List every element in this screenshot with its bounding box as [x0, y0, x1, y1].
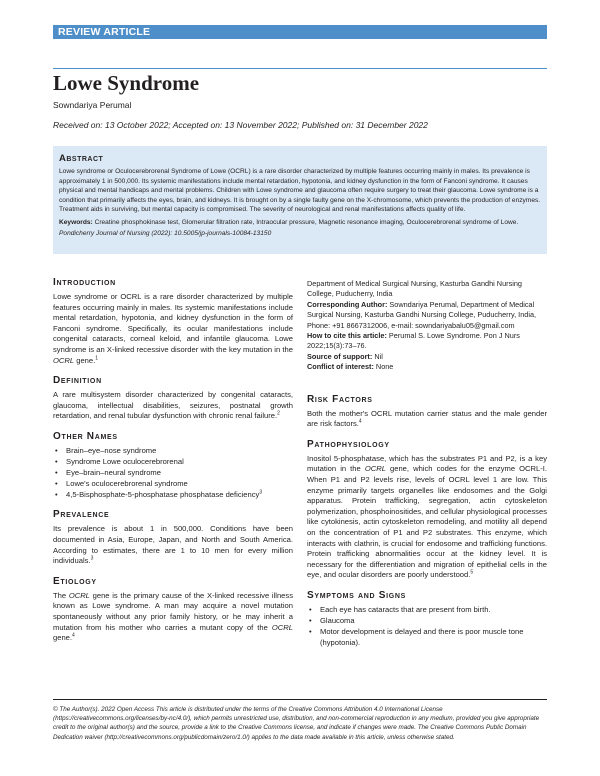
article-dates: Received on: 13 October 2022; Accepted on: 13 November 2022; Published on: 31 December 2022 — [53, 120, 428, 130]
section-heading-prevalence: Prevalence — [53, 509, 110, 521]
abstract-citation: Pondicherry Journal of Nursing (2022): 10.5005/jp-journals-10084-13150 — [59, 230, 272, 237]
other-names-list — [53, 446, 293, 501]
prevalence-text: Its prevalence is about 1 in 500,000. Conditions have been documented in Asia, Europe, Japan, and North and South America. According to estimates, there are 1 to 10 men for every million individuals.$^3$ — [53, 524, 293, 566]
abstract-keywords: Keywords: Creatine phosphokinase test, Glomerular filtration rate, Intraocular pressure, Magnetic resonance imaging, Oculocerebrorenal syndrome of Lowe. — [59, 218, 519, 226]
section-heading-pathophysiology: Pathophysiology — [307, 438, 390, 450]
section-heading-symptoms-signs: Symptoms and Signs — [307, 589, 407, 601]
section-heading-definition: Definition — [53, 375, 102, 387]
abstract-text: Lowe syndrome or Oculocerebrorenal Syndrome of Lowe (OCRL) is a rare disorder characterized by multiple features occurring mainly in males. Its prevalence is approximately 1 in 500,000. Its systemic manifestations include mental retardation, hypotonia, and kidney dysfunction in the form of Fanconi syndrome. It causes physical and mental handicaps and mental problems. Children with Lowe syndrome and glaucoma often require surgery to treat their glaucoma. Lowe syndrome is a condition that primarily affects the eyes, brain, and kidneys. It is brought on by a single faulty gene on the X-chromosome, which prevents the production of enzymes. Treatment aids in surviving, but mental capacity is compromised. The severity of neurological and renal manifestations affects quality of life. — [59, 168, 541, 213]
section-heading-risk-factors: Risk Factors — [307, 393, 373, 405]
definition-text: A rare multisystem disorder characterized by congenital cataracts, glaucoma, intellectual disabilities, seizures, postnatal growth retardation, and renal tubular dysfunction with chronic renal failure.$^2$ — [53, 390, 293, 421]
list-item: • Lowe's oculocerebrorenal syndrome — [66, 479, 293, 490]
author-name: Sowndariya Perumal — [53, 100, 132, 110]
section-heading-introduction: Introduction — [53, 277, 116, 288]
license-footer: © The Author(s). 2022 Open Access This article is distributed under the terms of the Creative Commons Attribution 4.0 International License (https://creativecommons.org/licenses/by-nc/4.0/), which permits unrestricted use, distribution, and non-commercial reproduction in any medium, provided you give appropriate credit to the original author(s) and the source, provide a link to the Creative Commons license, and indicate if changes were made. The Creative Commons Public Domain Dedication waiver (http://creativecommons.org/publicdomain/zero/1.0/) applies to the data made available in this article, unless otherwise stated. — [53, 699, 547, 742]
article-title: Lowe Syndrome — [53, 71, 200, 95]
left-column — [53, 277, 293, 644]
list-item: • Brain–eye–nose syndrome — [66, 446, 293, 457]
list-item: • Syndrome Lowe oculocerebrorenal — [66, 457, 293, 468]
symptoms-list — [307, 605, 547, 649]
section-heading-other-names: Other Names — [53, 430, 118, 442]
abstract-box — [53, 146, 547, 254]
title-rule — [53, 68, 547, 69]
etiology-text: The OCRL gene is the primary cause of the X-linked recessive illness known as Lowe syndrome. A man may acquire a novel mutation spontaneously without any prior family history, or he may inherit a mutation from his mother who carries a mutant copy of the OCRL gene.$^4$ — [53, 590, 293, 643]
abstract-heading: Abstract — [59, 153, 104, 164]
list-item: • 4,5-Bisphosphate-5-phosphatase phosphatase deficiency$^3$ — [66, 490, 293, 501]
list-item: • Motor development is delayed and there is poor muscle tone (hypotonia). — [320, 627, 547, 649]
risk-factors-text: Both the mother's OCRL mutation carrier status and the male gender are risk factors.$^4$ — [307, 408, 547, 429]
affiliation-block: Department of Medical Surgical Nursing, Kasturba Gandhi Nursing College, Puducherry, India Corresponding Author: Sowndariya Perumal, Department of Medical Surgical Nursing, Kasturba Gandhi Nursing College, Puducherry, India, Phone: +91 8667312006, e-mail: sowndariyabalu05@gmail.com How to cite this article: Perumal S. Lowe Syndrome. Pon J Nurs 2022;15(3):73–76. Source of support: Nil Conflict of interest: None — [307, 279, 537, 372]
list-item: • Each eye has cataracts that are present from birth. — [320, 605, 547, 616]
right-column — [307, 279, 547, 649]
introduction-text: Lowe syndrome or OCRL is a rare disorder characterized by multiple features occurring mainly in males. Its systemic manifestations include mental retardation, hypotonia, and kidney dysfunction in the form of Fanconi syndrome. Specifically, its ocular manifestations include congenital cataracts, corneal keloid, and infantile glaucoma. Lowe syndrome is an X-linked recessive disorder with the key mutation in the OCRL gene.$^1$ — [53, 292, 293, 365]
section-heading-etiology: Etiology — [53, 575, 97, 587]
article-type-banner: REVIEW ARTICLE — [53, 25, 547, 39]
list-item: • Glaucoma — [320, 616, 547, 627]
pathophysiology-text: Inositol 5-phosphatase, which has the substrates P1 and P2, is a key mutation in the OCRL gene, which codes for the enzyme OCRL-I. When P1 and P2 levels rise, levels of OCRL level 1 are low. This enzyme primarily targets organelles like endosomes and the Golgi apparatus. Protein trafficking, segregation, actin cytoskeleton polymerization, phosphoinositides, and cellular physiological processes like cytokinesis, actin cytoskeleton remodeling, and motility all depend on the concentration of P1 and P2 substrates. This enzyme, which interacts with clathrin, is crucial for endosome and trafficking functions. Protein trafficking abnormalities occur at the kidney level. It is necessary for the differentiation and migration of epithelial cells in the eye, and ocular disorders are poorly understood.$^5$ — [307, 453, 547, 580]
list-item: • Eye–brain–neural syndrome — [66, 468, 293, 479]
